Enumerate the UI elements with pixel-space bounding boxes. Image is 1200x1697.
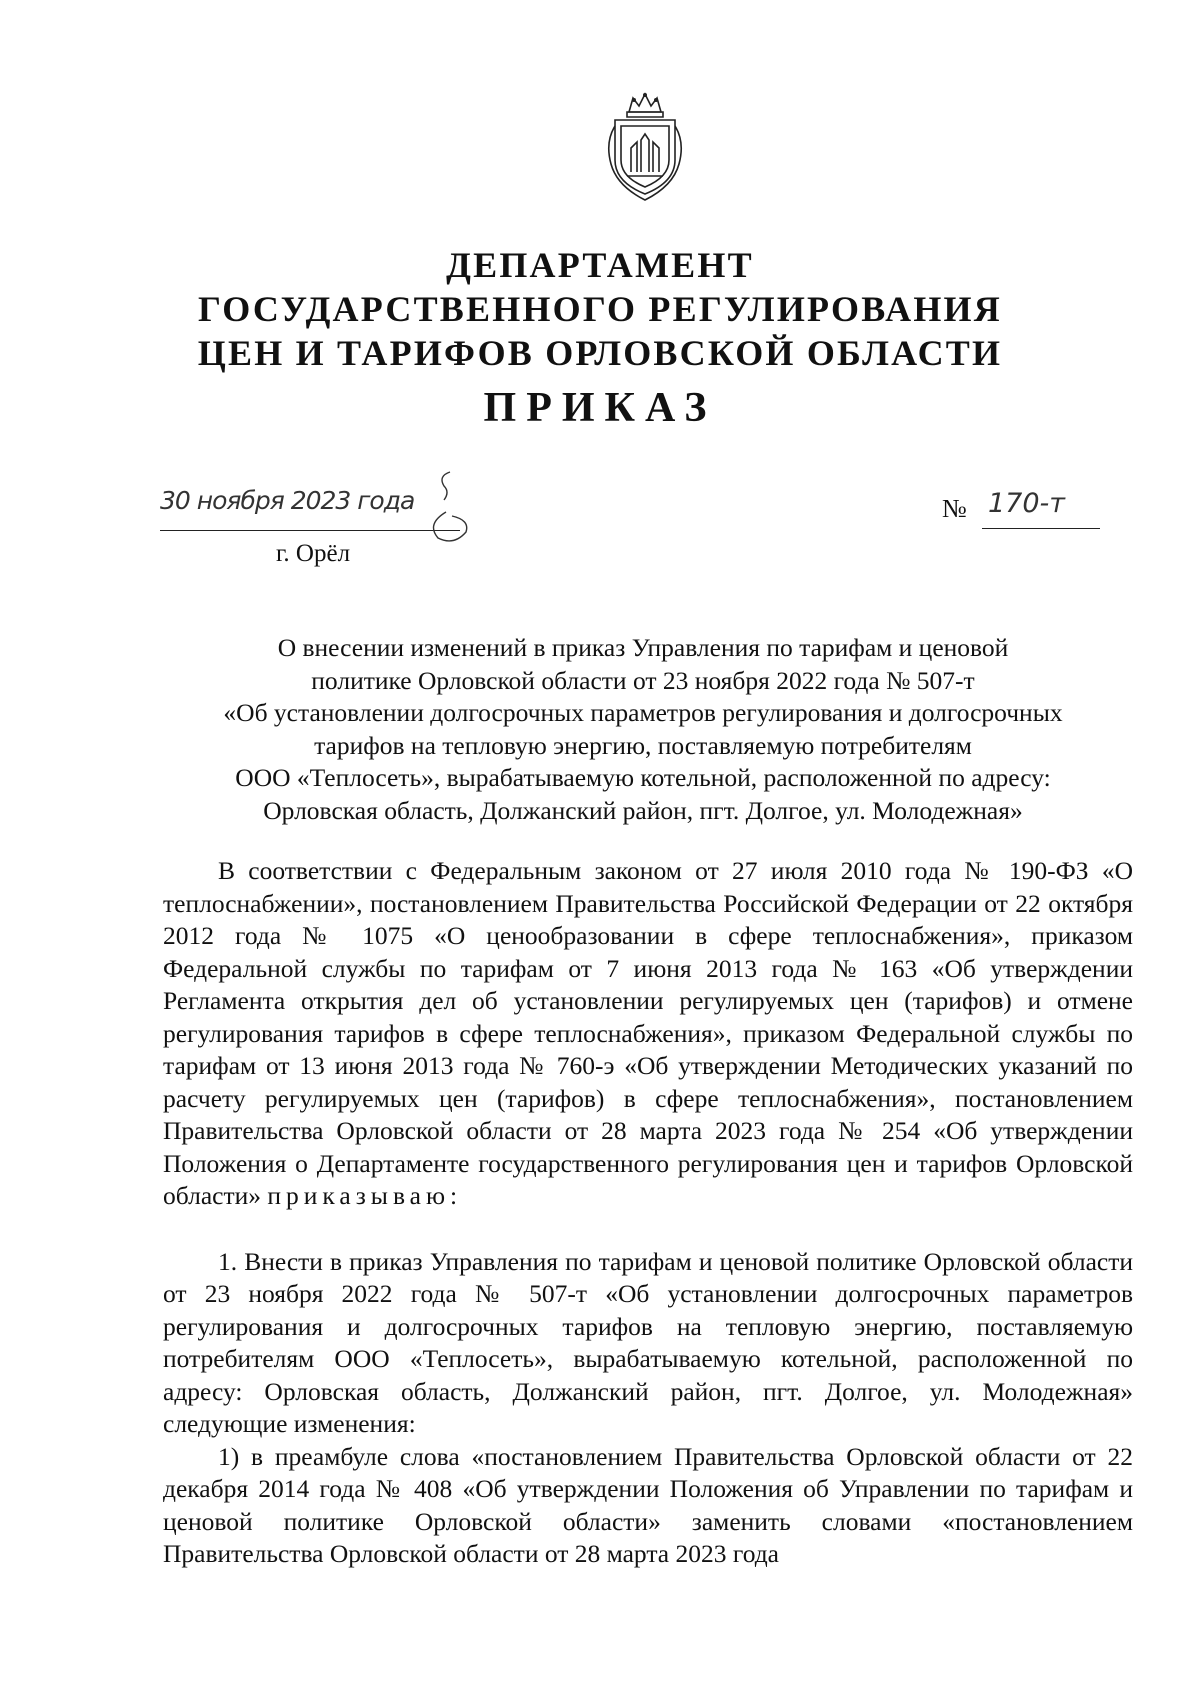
handwritten-loop-mark [420, 462, 480, 562]
subject-line: «Об установлении долгосрочных параметров регулирования и долгосрочных [223, 698, 1063, 727]
city-label: г. Орёл [276, 540, 351, 567]
handwritten-date: 30 ноября 2023 года [160, 486, 415, 515]
document-type-title: ПРИКАЗ [483, 385, 717, 431]
preamble-text: В соответствии с Федеральным законом от 27 июля 2010 года № 190-ФЗ «О теплоснабжении», постановлением Правительства Российской Федерации от 22 октября 2012 года № 1075 «О ценообразовании в сфере теплоснабжения», приказом Федеральной службы по тарифам от 7 июня 2013 года № 163 «Об утверждении Регламента открытия дел об установлении регулируемых цен (тарифов) и отмене регулирования тарифов в сфере теплоснабжения», приказом Федеральной службы по тарифам от 13 июня 2013 года № 760-э «Об утверждении Методических указаний по расчету регулируемых цен (тарифов) в сфере теплоснабжения», постановлением Правительства Орловской области от 28 марта 2023 года № 254 «Об утверждении Положения о Департаменте государственного регулирования цен и тарифов Орловской области» [163, 856, 1133, 1210]
coat-of-arms-icon [601, 90, 689, 202]
organization-line: ДЕПАРТАМЕНТ [446, 245, 754, 285]
subject-line: ООО «Теплосеть», вырабатываемую котельной, расположенной по адресу: [235, 763, 1051, 792]
subject-line: политике Орловской области от 23 ноября 2022 года № 507-т [311, 665, 975, 695]
number-label: № [942, 494, 967, 523]
preamble-paragraph [163, 855, 1133, 1213]
subject-line: Орловская область, Должанский район, пгт. Долгое, ул. Молодежная» [263, 795, 1023, 825]
organization-line: ЦЕН И ТАРИФОВ ОРЛОВСКОЙ ОБЛАСТИ [197, 333, 1003, 373]
document-body [163, 855, 1133, 1571]
organization-line: ГОСУДАРСТВЕННОГО РЕГУЛИРОВАНИЯ [198, 289, 1002, 329]
organization-name [150, 243, 1050, 375]
order-word: приказываю: [267, 1181, 463, 1210]
document-subject [162, 632, 1124, 827]
handwritten-document-number: 170-т [988, 488, 1066, 519]
item-1-1-paragraph: 1) в преамбуле слова «постановлением Правительства Орловской области от 22 декабря 2014 года № 408 «Об утверждении Положения об Управлении по тарифам и ценовой политике Орловской области» заменить словами «постановлением Правительства Орловской области от 28 марта 2023 года [163, 1441, 1133, 1568]
subject-line: тарифов на тепловую энергию, поставляемую потребителям [314, 730, 972, 760]
number-underline [982, 528, 1100, 529]
subject-line: О внесении изменений в приказ Управления по тарифам и ценовой [277, 633, 1009, 662]
date-underline [160, 530, 460, 531]
item-1-paragraph: 1. Внести в приказ Управления по тарифам и ценовой политике Орловской области от 23 ноября 2022 года № 507-т «Об установлении долгосрочных параметров регулирования и долгосрочных тарифов на тепловую энергию, поставляемую потребителям ООО «Теплосеть», вырабатываемую котельной, расположенной по адресу: Орловская область, Должанский район, пгт. Долгое, ул. Молодежная» следующие изменения: [163, 1246, 1133, 1438]
